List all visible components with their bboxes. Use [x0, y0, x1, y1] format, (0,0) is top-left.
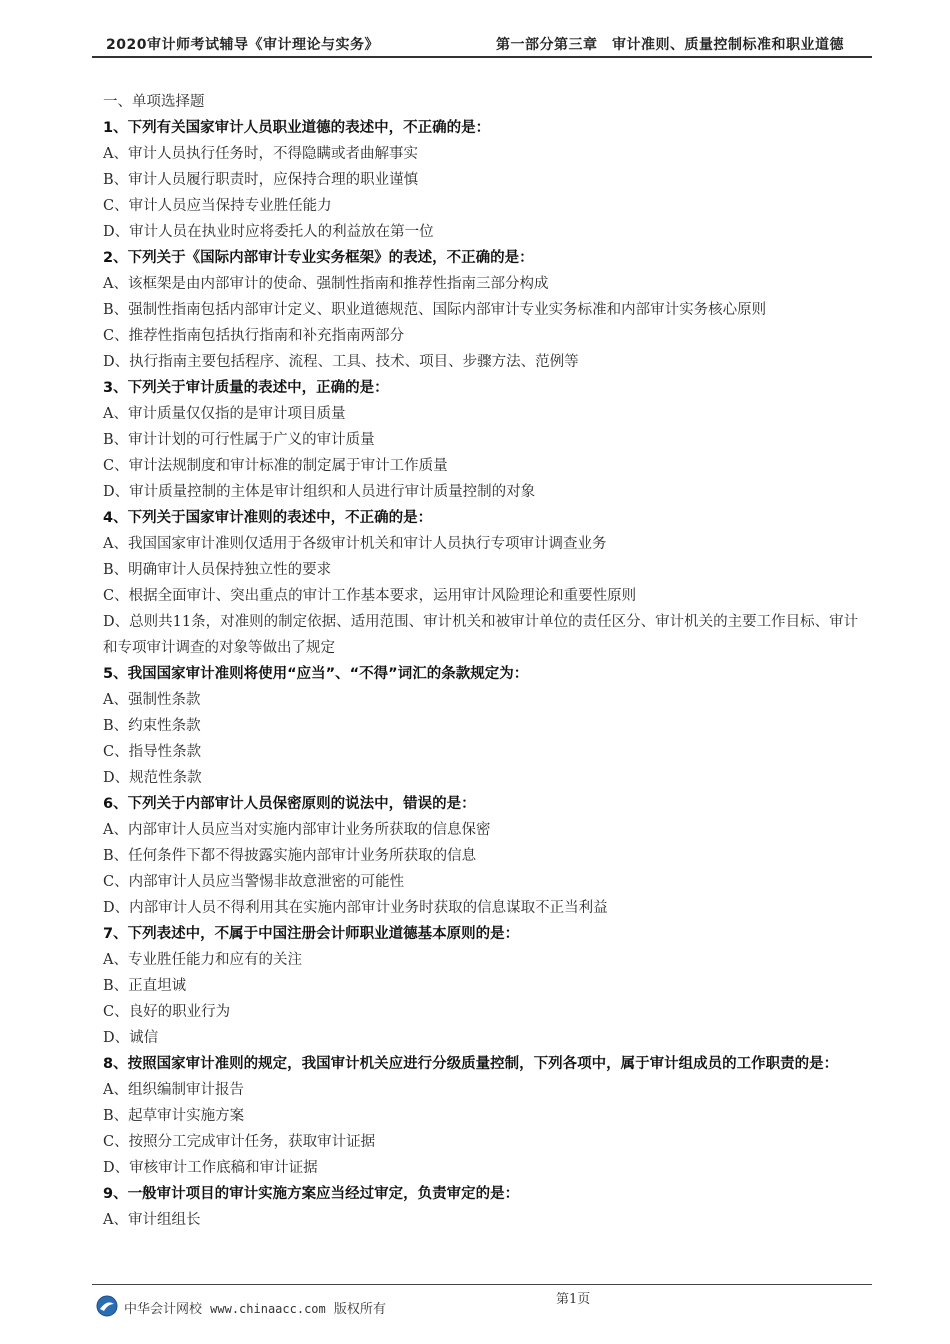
option: A、审计组组长 — [103, 1212, 201, 1228]
option: D、规范性条款 — [103, 770, 202, 786]
question-stem: 8、按照国家审计准则的规定，我国审计机关应进行分级质量控制，下列各项中，属于审计组成员的工作职责的是： — [103, 1056, 839, 1072]
option: D、审计质量控制的主体是审计组织和人员进行审计质量控制的对象 — [103, 484, 536, 500]
option: A、强制性条款 — [103, 692, 201, 708]
option: B、明确审计人员保持独立性的要求 — [103, 562, 332, 578]
option: B、审计计划的可行性属于广义的审计质量 — [103, 432, 375, 448]
question-stem: 5、我国国家审计准则将使用“应当”、“不得”词汇的条款规定为： — [103, 666, 529, 682]
option: C、审计人员应当保持专业胜任能力 — [103, 198, 332, 214]
option: C、内部审计人员应当警惕非故意泄密的可能性 — [103, 874, 405, 890]
option: D、诚信 — [103, 1030, 159, 1046]
document-body — [103, 89, 863, 1233]
option: A、内部审计人员应当对实施内部审计业务所获取的信息保密 — [103, 822, 491, 838]
question-stem: 6、下列关于内部审计人员保密原则的说法中，错误的是： — [103, 796, 476, 812]
option: D、内部审计人员不得利用其在实施内部审计业务时获取的信息谋取不正当利益 — [103, 900, 608, 916]
option: D、审核审计工作底稿和审计证据 — [103, 1160, 318, 1176]
copyright-text: 版权所有 — [333, 1302, 386, 1317]
option: D、审计人员在执业时应将委托人的利益放在第一位 — [103, 224, 434, 240]
header-title: 2020审计师考试辅导《审计理论与实务》 — [106, 37, 379, 53]
question-stem: 4、下列关于国家审计准则的表述中，不正确的是： — [103, 510, 433, 526]
option: D、执行指南主要包括程序、流程、工具、技术、项目、步骤方法、范例等 — [103, 354, 579, 370]
option: B、起草审计实施方案 — [103, 1108, 245, 1124]
option: D、总则共11条，对准则的制定依据、适用范围、审计机关和被审计单位的责任区分、审计机关的主要工作目标、审计和专项审计调查的对象等做出了规定 — [103, 614, 859, 656]
chinaacc-logo-icon — [96, 1295, 118, 1317]
option: C、推荐性指南包括执行指南和补充指南两部分 — [103, 328, 405, 344]
option: A、审计质量仅仅指的是审计项目质量 — [103, 406, 346, 422]
question-stem: 7、下列表述中，不属于中国注册会计师职业道德基本原则的是： — [103, 926, 520, 942]
option: C、指导性条款 — [103, 744, 202, 760]
option: A、我国国家审计准则仅适用于各级审计机关和审计人员执行专项审计调查业务 — [103, 536, 607, 552]
option: C、审计法规制度和审计标准的制定属于审计工作质量 — [103, 458, 448, 474]
header-chapter: 第一部分第三章 审计准则、质量控制标准和职业道德 — [496, 37, 844, 53]
question-stem: 1、下列有关国家审计人员职业道德的表述中，不正确的是： — [103, 120, 491, 136]
page-header — [92, 30, 872, 52]
question-stem: 9、一般审计项目的审计实施方案应当经过审定，负责审定的是： — [103, 1186, 520, 1202]
option: B、正直坦诚 — [103, 978, 187, 994]
option: A、审计人员执行任务时，不得隐瞒或者曲解事实 — [103, 146, 418, 162]
question-stem: 3、下列关于审计质量的表述中，正确的是： — [103, 380, 389, 396]
page-number: 第1页 — [556, 1292, 591, 1307]
option: B、审计人员履行职责时，应保持合理的职业谨慎 — [103, 172, 419, 188]
option: B、强制性指南包括内部审计定义、职业道德规范、国际内部审计专业实务标准和内部审计实务核心原则 — [103, 302, 767, 318]
section-title: 一、单项选择题 — [103, 94, 205, 110]
option: B、约束性条款 — [103, 718, 201, 734]
option: C、良好的职业行为 — [103, 1004, 231, 1020]
brand-name: 中华会计网校 — [124, 1302, 203, 1317]
footer-brand — [124, 1298, 386, 1317]
header-divider — [92, 56, 872, 58]
brand-url[interactable]: www.chinaacc.com — [210, 1302, 326, 1316]
option: B、任何条件下都不得披露实施内部审计业务所获取的信息 — [103, 848, 477, 864]
option: C、按照分工完成审计任务，获取审计证据 — [103, 1134, 376, 1150]
option: A、专业胜任能力和应有的关注 — [103, 952, 302, 968]
option: A、组织编制审计报告 — [103, 1082, 244, 1098]
question-stem: 2、下列关于《国际内部审计专业实务框架》的表述，不正确的是： — [103, 250, 534, 266]
option: A、该框架是由内部审计的使命、强制性指南和推荐性指南三部分构成 — [103, 276, 549, 292]
footer-divider — [92, 1284, 872, 1285]
option: C、根据全面审计、突出重点的审计工作基本要求，运用审计风险理论和重要性原则 — [103, 588, 637, 604]
